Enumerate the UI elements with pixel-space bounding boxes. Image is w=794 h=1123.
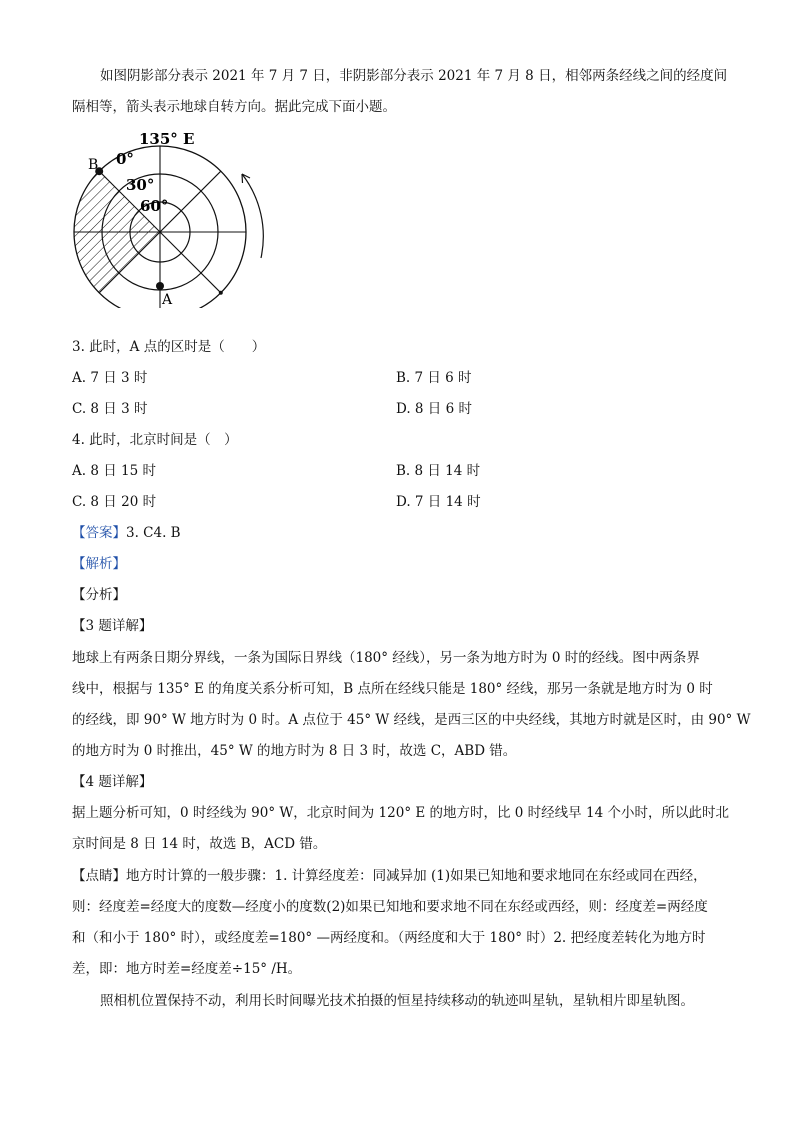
analysis-tag: 【解析】 [72,556,126,572]
dianjing-tag: 【点睛】 [72,868,126,884]
detail3-line-4: 的地方时为 0 时推出，45° W 的地方时为 8 日 3 时，故选 C，ABD 错。 [72,743,517,759]
q4-option-a: A. 8 日 15 时 [72,463,156,479]
answer-line [72,523,181,543]
q4-stem: 4. 此时，北京时间是（ ） [72,432,238,448]
last-paragraph: 照相机位置保持不动，利用长时间曝光技术拍摄的恒星持续移动的轨迹叫星轨，星轨相片即星轨图。 [100,993,694,1009]
label-135e: 135° E [139,130,195,148]
point-east [219,291,223,295]
label-b: B [88,157,99,173]
detail4-line-2: 京时间是 8 日 14 时，故选 B，ACD 错。 [72,836,327,852]
detail3-line-2: 线中，根据与 135° E 的角度关系分析可知，B 点所在经线只能是 180° 经线，那另一条就是地方时为 0 时 [72,681,713,697]
answer-text: 3. C4. B [126,525,181,541]
intro-line-2: 隔相等，箭头表示地球自转方向。据此完成下面小题。 [72,99,396,115]
fenxi-tag: 【分析】 [72,587,126,603]
q3-option-c: C. 8 日 3 时 [72,401,148,417]
label-30: 30° [126,176,155,194]
q3-option-d: D. 8 日 6 时 [396,401,472,417]
detail3-line-3: 的经线，即 90° W 地方时为 0 时。A 点位于 45° W 经线，是西三区的中央经线，其地方时就是区时，由 90° W [72,712,751,728]
detail4-tag: 【4 题详解】 [72,774,153,790]
label-a: A [162,292,173,308]
dianjing-line-1 [72,866,707,886]
label-0: 0° [116,150,134,168]
q3-stem: 3. 此时，A 点的区时是（ ） [72,339,266,355]
label-60: 60° [140,197,169,215]
detail3-line-1: 地球上有两条日期分界线，一条为国际日界线（180° 经线），另一条为地方时为 0 时的经线。图中两条界 [72,650,700,666]
dianjing-line-3: 和（和小于 180° 时），或经度差=180° —两经度和。（两经度和大于 180° 时）2. 把经度差转化为地方时 [72,930,706,946]
dianjing-line-2: 则：经度差=经度大的度数—经度小的度数(2)如果已知地和要求地不同在东经或西经，则：经度差=两经度 [72,899,708,915]
q4-option-b: B. 8 日 14 时 [396,463,481,479]
point-a [156,282,164,290]
answer-tag: 【答案】 [72,525,126,541]
q3-option-b: B. 7 日 6 时 [396,370,472,386]
dianjing-line-4: 差，即：地方时差=经度差÷15° /H。 [72,961,302,977]
q4-option-d: D. 7 日 14 时 [396,494,481,510]
detail3-tag: 【3 题详解】 [72,618,153,634]
polar-view-diagram [66,126,276,308]
q4-option-c: C. 8 日 20 时 [72,494,157,510]
q3-option-a: A. 7 日 3 时 [72,370,148,386]
dianjing-text-1: 地方时计算的一般步骤：1. 计算经度差：同减异加 (1)如果已知地和要求地同在东经或同在西经， [126,868,707,884]
intro-line-1: 如图阴影部分表示 2021 年 7 月 7 日，非阴影部分表示 2021 年 7 月 8 日，相邻两条经线之间的经度间 [100,68,728,84]
detail4-line-1: 据上题分析可知，0 时经线为 90° W，北京时间为 120° E 的地方时，比 0 时经线早 14 个小时，所以此时北 [72,805,729,821]
